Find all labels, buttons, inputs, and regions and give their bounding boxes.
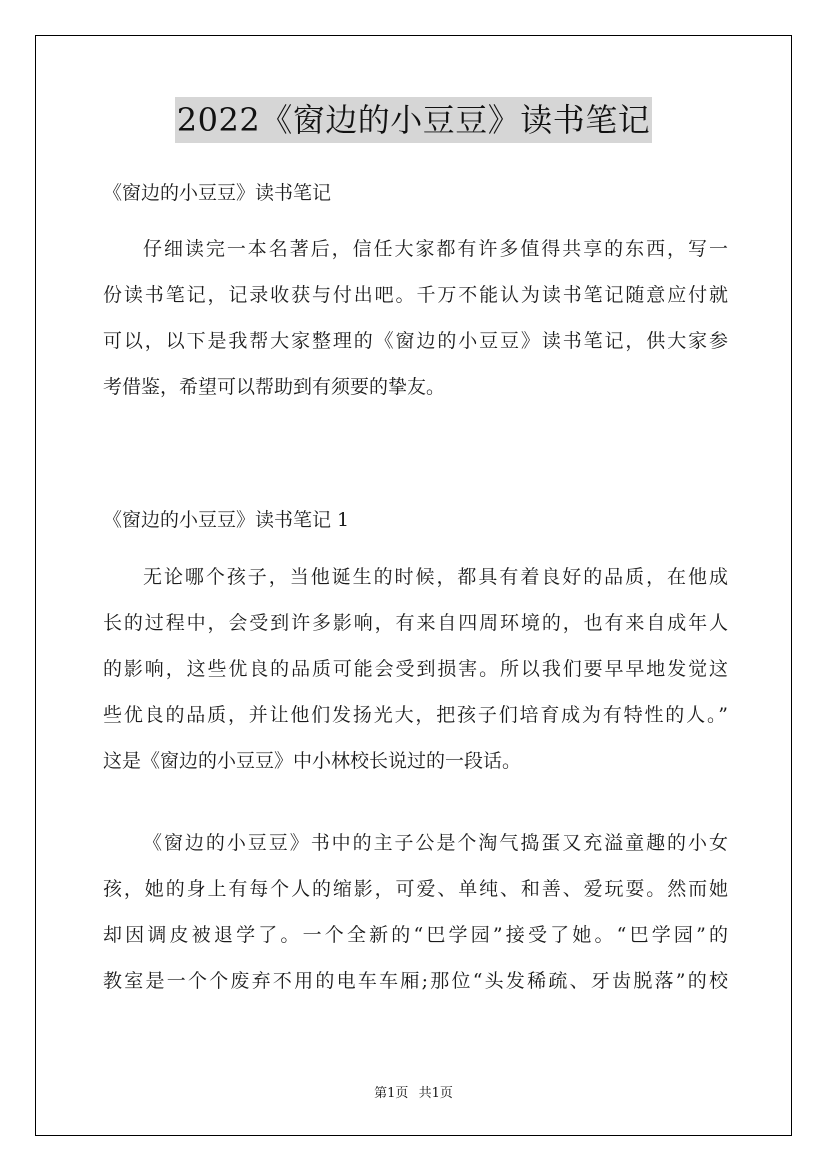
title-container [0,97,827,143]
paragraph-line: 些优良的品质，并让他们发扬光大，把孩子们培育成为有特性的人。” [103,704,728,726]
paragraph-line: 的影响，这些优良的品质可能会受到损害。所以我们要早早地发觉这 [103,658,728,680]
paragraph-line: 无论哪个孩子，当他诞生的时候，都具有着良好的品质，在他成 [143,566,728,588]
paragraph-line: 这是《窗边的小豆豆》中小林校长说过的一段话。 [103,750,522,772]
paragraph-line: 可以，以下是我帮大家整理的《窗边的小豆豆》读书笔记，供大家参 [103,330,728,352]
page-number: 第1页 [374,1086,409,1101]
page-total: 共1页 [418,1086,453,1101]
section1-paragraph-1 [103,564,728,794]
paragraph-line: 《窗边的小豆豆》书中的主子公是个淘气捣蛋又充溢童趣的小女 [143,832,728,854]
paragraph-line: 教室是一个个废弃不用的电车车厢;那位“头发稀疏、牙齿脱落”的校 [103,970,728,992]
paragraph-line: 孩，她的身上有每个人的缩影，可爱、单纯、和善、爱玩耍。然而她 [103,878,728,900]
paragraph-line: 考借鉴，希望可以帮助到有须要的挚友。 [103,376,446,398]
paragraph-line: 仔细读完一本名著后，信任大家都有许多值得共享的东西，写一 [143,238,728,260]
paragraph-line: 份读书笔记，记录收获与付出吧。千万不能认为读书笔记随意应付就 [103,284,728,306]
section1-paragraph-2 [103,830,728,1014]
page-footer [0,1082,827,1101]
section1-heading: 《窗边的小豆豆》读书笔记 1 [103,509,350,531]
intro-heading: 《窗边的小豆豆》读书笔记 [103,182,332,204]
document-title: 2022《窗边的小豆豆》读书笔记 [175,97,652,143]
paragraph-line: 长的过程中，会受到许多影响，有来自四周环境的，也有来自成年人 [103,612,728,634]
paragraph-line: 却因调皮被退学了。一个全新的“巴学园”接受了她。“巴学园”的 [103,924,728,946]
intro-paragraph [103,236,728,420]
